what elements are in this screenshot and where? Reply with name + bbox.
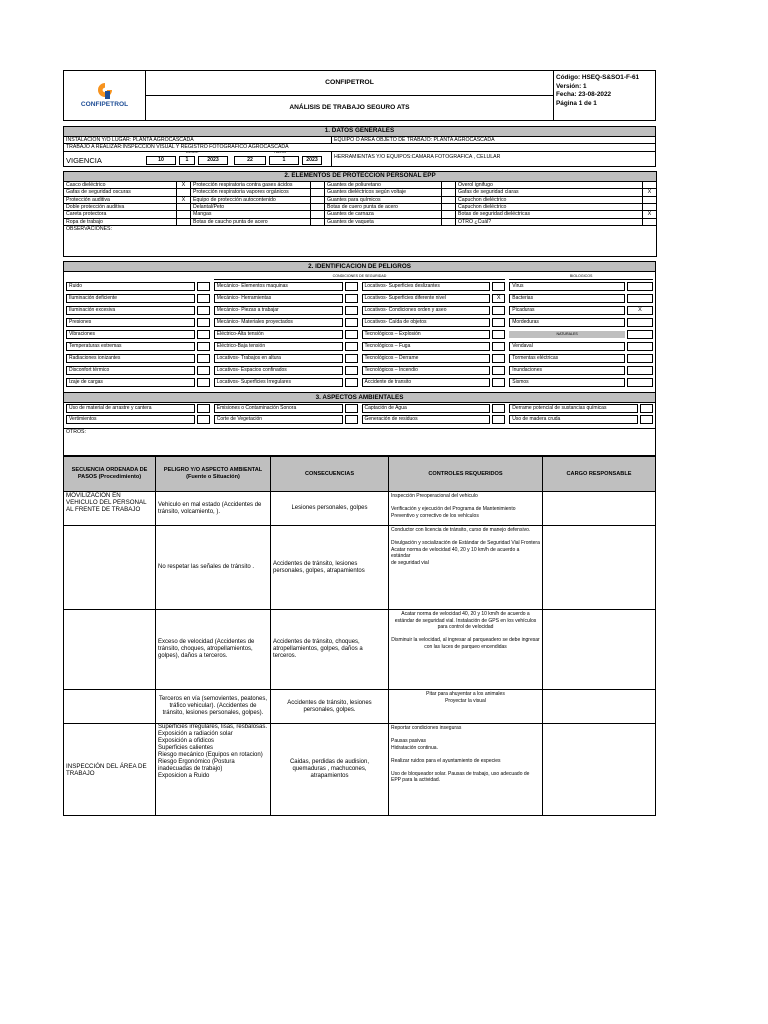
- ats-rows: [64, 492, 656, 816]
- epp-checkbox[interactable]: [311, 218, 325, 225]
- epp-checkbox[interactable]: X: [177, 181, 191, 188]
- doc-date: Fecha: 23-08-2022: [556, 91, 612, 99]
- general-data-title: 1. DATOS GENERALES: [64, 127, 656, 137]
- ats-header-responsible: CARGO RESPONSABLE: [543, 457, 656, 492]
- hazard-cell: [214, 366, 358, 375]
- environment-label: Uso de madera cruda: [509, 415, 638, 424]
- hazard-label: Tormentas eléctricas: [509, 354, 625, 363]
- hazard-label: Locativos- Superficies Irregulares: [214, 378, 343, 387]
- hazard-cell: [214, 294, 358, 303]
- to-day: 22: [234, 156, 266, 165]
- hazard-checkbox[interactable]: [197, 378, 210, 387]
- hazard-cell: [214, 330, 358, 339]
- hazard-checkbox[interactable]: [345, 282, 358, 291]
- ats-hazard: Superficies irregulares, lisas, resbalosas. Exposición a radiación solar Exposición a ofidicos Superficies calientes Riesgo mecánico (Equipos en rotacion) Riesgo Ergonómico (Postura inadecuadas de trabajo) Exposicion a Ruido: [156, 724, 271, 816]
- ats-controls: Conductor con licencia de tránsito, curso de manejo defensivo. Divulgación y socialización de Estándar de Seguridad Vial Frontera Acatar norma de velocidad 40, 20 y 10 km/h de acuerdo a estándar de seguridad vial: [389, 526, 543, 610]
- company-name: CONFIPETROL: [146, 71, 554, 96]
- epp-checkbox[interactable]: [643, 218, 657, 225]
- epp-checkbox[interactable]: [311, 204, 325, 211]
- hazard-cell: [362, 294, 506, 303]
- hazard-cell: [66, 354, 210, 363]
- ats-controls: Acatar norma de velocidad 40, 20 y 10 km/h de acuerdo a estándar de seguridad vial. Instalación de GPS en los vehículos para control de velocidad Disminuir la velocidad, al ingresar al parqueadero se debe ingresar con las luces de parqueo encendidas: [389, 610, 543, 690]
- hazard-checkbox[interactable]: [492, 342, 505, 351]
- epp-item-label: Guantes de poliuretano: [325, 181, 442, 188]
- environment-item: [509, 415, 653, 424]
- hazard-label: Iluminación excesiva: [66, 306, 195, 315]
- environment-label: Uso de material de arrastre y cantera: [66, 404, 195, 413]
- environment-item: [362, 404, 506, 413]
- hazard-checkbox[interactable]: [345, 378, 358, 387]
- from-month: 1: [179, 156, 195, 165]
- environment-checkbox[interactable]: [345, 404, 358, 413]
- hazard-label: Mordeduras: [509, 318, 625, 327]
- hazard-checkbox[interactable]: [197, 294, 210, 303]
- hazard-cell: [362, 342, 506, 351]
- environment-items: [66, 404, 653, 426]
- hazard-cell: [362, 318, 506, 327]
- hazard-row: [66, 282, 653, 291]
- hazard-row: [66, 306, 653, 315]
- environment-label: Vertimientos: [66, 415, 195, 424]
- hazard-cell: [509, 342, 653, 351]
- doc-code: Código: HSEQ-S&SO1-F-61: [556, 74, 640, 81]
- hazards-subtitles: [66, 273, 653, 279]
- epp-row: [64, 181, 657, 188]
- ats-responsible[interactable]: [543, 610, 656, 690]
- epp-checkbox[interactable]: [177, 218, 191, 225]
- hazard-cell: [509, 378, 653, 387]
- ats-consequence: Accidentes de tránsito, choques, atropellamientos, golpes, daños a terceros.: [271, 610, 389, 690]
- epp-checkbox[interactable]: [643, 204, 657, 211]
- epp-item-label: Equipo de protección autocontenido: [191, 196, 311, 203]
- ats-row: [64, 610, 656, 690]
- environment-item: [362, 415, 506, 424]
- epp-row: [64, 189, 657, 196]
- epp-row: [64, 196, 657, 203]
- epp-rows: [64, 181, 657, 225]
- epp-checkbox[interactable]: [177, 204, 191, 211]
- doc-control-cell: [554, 71, 656, 121]
- ats-header-steps: SECUENCIA ORDENADA DE PASOS (Procedimiento): [64, 457, 156, 492]
- epp-item-label: Botas de caucho punta de acero: [191, 218, 311, 225]
- hazard-checkbox[interactable]: [492, 330, 505, 339]
- epp-checkbox[interactable]: X: [177, 196, 191, 203]
- epp-checkbox[interactable]: [311, 181, 325, 188]
- epp-checkbox[interactable]: [442, 196, 456, 203]
- epp-checkbox[interactable]: [311, 196, 325, 203]
- ats-consequence: Accidentes de tránsito, lesiones personales, golpes.: [271, 690, 389, 724]
- ats-step: [64, 690, 156, 724]
- environment-checkbox[interactable]: [197, 415, 210, 424]
- hazard-label: Locativos- Trabajos en altura: [214, 354, 343, 363]
- hazard-label: Accidente de transito: [362, 378, 491, 387]
- ats-controls: Inspección Preoperacional del vehiculo Verificación y ejecución del Programa de Mantenimiento Preventivo y correctivo de los vehículos: [389, 492, 543, 526]
- hazard-checkbox[interactable]: [345, 342, 358, 351]
- environment-label: Derrame potencial de sustancias químicas: [509, 404, 638, 413]
- ats-controls: Pitar para ahuyentar a los animales Proyectar la visual: [389, 690, 543, 724]
- hazard-row: [66, 354, 653, 363]
- hazard-checkbox[interactable]: [345, 366, 358, 375]
- hazard-label: Tecnológicos – Explosión: [362, 330, 491, 339]
- epp-row: [64, 204, 657, 211]
- ats-header-hazard: PELIGRO Y/O ASPECTO AMBIENTAL (Fuente o Situación): [156, 457, 271, 492]
- hazard-cell: [214, 318, 358, 327]
- hazard-checkbox[interactable]: [627, 378, 653, 387]
- ats-row: [64, 724, 656, 816]
- hazard-checkbox[interactable]: [627, 366, 653, 375]
- epp-row: [64, 211, 657, 218]
- hazard-label: Sismos: [509, 378, 625, 387]
- epp-item-label: OTRO ¿Cuál?: [456, 218, 643, 225]
- hazard-cell: [66, 342, 210, 351]
- hazard-label: Inundaciones: [509, 366, 625, 375]
- hazard-label: Vendaval: [509, 342, 625, 351]
- epp-checkbox[interactable]: [442, 189, 456, 196]
- security-subtitle: CONDICIONES DE SEGURIDAD: [214, 273, 506, 280]
- hazard-label: Locativos- Caída de objetos: [362, 318, 491, 327]
- ats-step: INSPECCIÓN DEL ÁREA DE TRABAJO: [64, 724, 156, 816]
- ats-row: [64, 690, 656, 724]
- epp-item-label: Botas de seguridad dieléctricas: [456, 211, 643, 218]
- ats-hazard: Exceso de velocidad (Accidentes de tránsito, choques, atropellamientos, golpes), daños a terceros.: [156, 610, 271, 690]
- from-day: 10: [146, 156, 176, 165]
- environment-checkbox[interactable]: [640, 415, 653, 424]
- hazard-row: [66, 366, 653, 375]
- ats-consequence: Accidentes de tránsito, lesiones personales, golpes, atrapamientos: [271, 526, 389, 610]
- ats-controls: Reportar condiciones inseguras Pausas pasivas Hidratación continua. Realizar ruidos para el ayuntamiento de especies Uso de bloqueador solar. Pausas de trabajo, uso adecuado de EPP para la actividad.: [389, 724, 543, 816]
- hazard-checkbox[interactable]: [627, 318, 653, 327]
- hasta-label: HASTA: [274, 151, 286, 154]
- hazard-checkbox[interactable]: [492, 366, 505, 375]
- ats-consequence: Caidas, perdidas de audision, quemaduras , machucones, atrapamientos: [271, 724, 389, 816]
- hazard-cell: [509, 354, 653, 363]
- hazard-checkbox[interactable]: X: [492, 294, 505, 303]
- ats-responsible[interactable]: [543, 492, 656, 526]
- epp-item-label: Careta protectora: [64, 211, 177, 218]
- environment-label: Corte de Vegetación: [214, 415, 343, 424]
- hazard-cell: [214, 354, 358, 363]
- epp-item-label: Overol ignifugo: [456, 181, 643, 188]
- doc-page: Página 1 de 1: [556, 99, 597, 107]
- hazard-cell: [509, 366, 653, 375]
- hazard-checkbox[interactable]: [627, 342, 653, 351]
- hazard-checkbox[interactable]: X: [627, 306, 653, 315]
- ats-responsible[interactable]: [543, 690, 656, 724]
- epp-item-label: Botas de cuero punta de acero: [325, 204, 442, 211]
- environment-item: [66, 415, 210, 424]
- ats-consequence: Lesiones personales, golpes: [271, 492, 389, 526]
- hazard-label: Disconfort térmico: [66, 366, 195, 375]
- hazards-title-table: [63, 261, 656, 272]
- hazard-checkbox[interactable]: [492, 354, 505, 363]
- environment-checkbox[interactable]: [345, 415, 358, 424]
- environment-checkbox[interactable]: [197, 404, 210, 413]
- hazard-row: [66, 294, 653, 303]
- hazard-label: Temperaturas extremas: [66, 342, 195, 351]
- hazard-cell: [66, 294, 210, 303]
- hazard-label: Mecánico- Herramientas: [214, 294, 343, 303]
- hazard-checkbox[interactable]: [492, 306, 505, 315]
- environment-item: [214, 404, 358, 413]
- environment-item: [214, 415, 358, 424]
- hazard-checkbox[interactable]: [197, 366, 210, 375]
- ats-responsible[interactable]: [543, 724, 656, 816]
- to-month: 1: [269, 156, 299, 165]
- hazard-label: Presiones: [66, 318, 195, 327]
- hazard-label: Picaduras: [509, 306, 625, 315]
- epp-checkbox[interactable]: [311, 189, 325, 196]
- epp-item-label: Protección auditiva: [64, 196, 177, 203]
- hazard-label: Tecnológicos – Fuga: [362, 342, 491, 351]
- hazard-label: Locativos- Espacios confinados: [214, 366, 343, 375]
- hazard-checkbox[interactable]: [627, 354, 653, 363]
- install-field: INSTALACION Y/O LUGAR: PLANTA AGROCASCADA: [64, 137, 332, 144]
- epp-item-label: Gafas de seguridad oscuras: [64, 189, 177, 196]
- ats-header-row: [64, 457, 656, 492]
- epp-checkbox[interactable]: [311, 211, 325, 218]
- vigencia-label: VIGENCIA: [66, 156, 102, 166]
- hazard-cell: [362, 306, 506, 315]
- others-table: [63, 429, 656, 456]
- hazard-label: Locativos- Condiciones orden y aseo: [362, 306, 491, 315]
- hazard-cell: [509, 330, 653, 339]
- company-logo-icon: [95, 82, 115, 100]
- hazard-checkbox[interactable]: [345, 354, 358, 363]
- desde-label: DESDE: [186, 151, 199, 154]
- hazard-checkbox[interactable]: [197, 318, 210, 327]
- hazard-checkbox[interactable]: [627, 282, 653, 291]
- epp-checkbox[interactable]: [442, 211, 456, 218]
- epp-item-label: Mangas: [191, 211, 311, 218]
- ats-step: [64, 526, 156, 610]
- hazard-rows: [66, 282, 653, 387]
- ats-hazard: Vehiculo en mal estado (Accidentes de tránsito, volcamiento, ).: [156, 492, 271, 526]
- hazard-cell: [66, 378, 210, 387]
- ats-row: [64, 526, 656, 610]
- natural-subtitle: NATURALES: [509, 331, 625, 338]
- observations-field[interactable]: OBSERVACIONES:: [64, 226, 657, 257]
- hazard-cell: [509, 282, 653, 291]
- ats-hazard: No respetar las señales de tránsito .: [156, 526, 271, 610]
- hazard-label: Eléctrico-Alta tensión: [214, 330, 343, 339]
- hazard-cell: [362, 330, 506, 339]
- ats-header-consequence: CONSECUENCIAS: [271, 457, 389, 492]
- hazard-checkbox[interactable]: [345, 306, 358, 315]
- environment-checkbox[interactable]: [492, 404, 505, 413]
- logo-text: CONFIPETROL: [80, 101, 129, 109]
- hazard-label: Tecnológicos – Incendio: [362, 366, 491, 375]
- environment-checkbox[interactable]: [492, 415, 505, 424]
- hazard-cell: [509, 318, 653, 327]
- epp-item-label: Ropa de trabajo: [64, 218, 177, 225]
- epp-item-label: Gafas de seguridad claras: [456, 189, 643, 196]
- hazard-cell: [66, 282, 210, 291]
- hazard-cell: [214, 378, 358, 387]
- epp-item-label: Doble protección auditiva: [64, 204, 177, 211]
- epp-checkbox[interactable]: [177, 189, 191, 196]
- epp-item-label: Guantes dieléctricos según voltaje: [325, 189, 442, 196]
- hazard-checkbox[interactable]: [492, 282, 505, 291]
- epp-table: [63, 171, 657, 257]
- environment-title: 3. ASPECTOS AMBIENTALES: [64, 393, 656, 403]
- hazard-checkbox[interactable]: [345, 318, 358, 327]
- ats-hazard: Terceros en vía (semovientes, peatones, tráfico vehicular). (Accidentes de tránsito, lesiones personales, golpes).: [156, 690, 271, 724]
- epp-item-label: Guantes para químicos: [325, 196, 442, 203]
- hazard-checkbox[interactable]: [492, 318, 505, 327]
- epp-item-label: Guantes de carnaza: [325, 211, 442, 218]
- hazard-label: Bacterias: [509, 294, 625, 303]
- hazard-checkbox[interactable]: [197, 282, 210, 291]
- environment-grid: [63, 403, 656, 429]
- hazard-checkbox[interactable]: [345, 294, 358, 303]
- hazard-label: Tecnológicos – Derrame: [362, 354, 491, 363]
- epp-checkbox[interactable]: [442, 204, 456, 211]
- ats-step: [64, 610, 156, 690]
- work-field: TRABAJO A REALIZAR:INSPECCIÓN VISUAL Y REGISTRO FOTOGRAFICO AGROCASCADA: [64, 144, 656, 151]
- hazard-label: Mecánico- Piezas a trabajar: [214, 306, 343, 315]
- epp-item-label: Guantes de vaqueta: [325, 218, 442, 225]
- hazard-cell: [66, 366, 210, 375]
- hazard-cell: [362, 282, 506, 291]
- hazard-cell: [214, 282, 358, 291]
- hazard-label: Locativos- Superficies diferente nivel: [362, 294, 491, 303]
- environment-item: [509, 404, 653, 413]
- environment-label: Captación de Agua: [362, 404, 491, 413]
- epp-item-label: Casco dieléctrico: [64, 181, 177, 188]
- epp-checkbox[interactable]: [643, 196, 657, 203]
- doc-title: ANÁLISIS DE TRABAJO SEGURO ATS: [146, 96, 554, 121]
- hazard-checkbox[interactable]: [627, 330, 653, 339]
- hazard-checkbox[interactable]: [197, 306, 210, 315]
- epp-item-label: Protección respiratoria contra gases ácidos: [191, 181, 311, 188]
- epp-checkbox[interactable]: [643, 181, 657, 188]
- others-field[interactable]: OTROS:: [64, 429, 656, 456]
- epp-checkbox[interactable]: X: [643, 189, 657, 196]
- epp-title: 2. ELEMENTOS DE PROTECCION PERSONAL EPP: [64, 171, 657, 181]
- bio-subtitle: BIOLOGICOS: [509, 273, 653, 280]
- hazard-row: [66, 378, 653, 387]
- environment-label: Emisiones o Contaminación Sonora: [214, 404, 343, 413]
- epp-item-label: Protección respiratoria vapores orgánicos: [191, 189, 311, 196]
- document-header: [63, 70, 656, 121]
- hazard-cell: [509, 306, 653, 315]
- epp-row: [64, 218, 657, 225]
- hazard-checkbox[interactable]: [197, 342, 210, 351]
- hazard-row: [66, 330, 653, 339]
- hazard-checkbox[interactable]: [627, 294, 653, 303]
- ats-step: MOVILIZACION EN VEHICULO DEL PERSONAL AL FRENTE DE TRABAJO: [64, 492, 156, 526]
- tools-field: HERRAMIENTAS Y/O EQUIPOS:CAMARA FOTOGRAFICA , CELULAR: [332, 151, 656, 166]
- hazard-cell: [66, 330, 210, 339]
- epp-checkbox[interactable]: X: [643, 211, 657, 218]
- hazard-cell: [362, 366, 506, 375]
- hazard-label: Izaje de cargas: [66, 378, 195, 387]
- hazard-cell: [66, 318, 210, 327]
- ats-row: [64, 492, 656, 526]
- from-year: 2023: [198, 156, 228, 165]
- epp-checkbox[interactable]: [442, 218, 456, 225]
- hazard-label: Radiaciones ionizantes: [66, 354, 195, 363]
- hazard-cell: [214, 342, 358, 351]
- epp-item-label: Delantal/Peto: [191, 204, 311, 211]
- hazard-cell: [66, 306, 210, 315]
- doc-version: Versión: 1: [556, 82, 587, 90]
- hazard-row: [66, 318, 653, 327]
- epp-item-label: Capuchon dieléctrico: [456, 204, 643, 211]
- epp-checkbox[interactable]: [177, 211, 191, 218]
- environment-label: Generación de residuos: [362, 415, 491, 424]
- vigencia-cell: [64, 151, 332, 166]
- hazard-checkbox[interactable]: [345, 330, 358, 339]
- hazard-cell: [509, 294, 653, 303]
- hazard-label: Virus: [509, 282, 625, 291]
- hazard-row: [66, 342, 653, 351]
- hazard-cell: [214, 306, 358, 315]
- ats-table: [63, 456, 656, 816]
- hazard-checkbox[interactable]: [197, 354, 210, 363]
- hazard-checkbox[interactable]: [492, 378, 505, 387]
- hazard-label: Mecánico- Materiales proyectados: [214, 318, 343, 327]
- logo-cell: [64, 71, 146, 121]
- general-data-table: [63, 126, 656, 167]
- hazard-label: Mecánico- Elementos maquinas: [214, 282, 343, 291]
- hazard-label: Locativos- Superficies deslizantes: [362, 282, 491, 291]
- hazard-label: Eléctrico-Baja tensión: [214, 342, 343, 351]
- epp-item-label: Capuchon dieléctrico: [456, 196, 643, 203]
- hazard-label: Iluminación deficiente: [66, 294, 195, 303]
- environment-item: [66, 404, 210, 413]
- hazard-cell: [362, 354, 506, 363]
- hazard-checkbox[interactable]: [197, 330, 210, 339]
- ats-responsible[interactable]: [543, 526, 656, 610]
- epp-checkbox[interactable]: [442, 181, 456, 188]
- to-year: 2023: [302, 156, 322, 165]
- hazard-cell: [362, 378, 506, 387]
- environment-title-table: [63, 393, 656, 403]
- ats-header-controls: CONTROLES REQUERIDOS: [389, 457, 543, 492]
- hazard-label: Ruido: [66, 282, 195, 291]
- environment-checkbox[interactable]: [640, 404, 653, 413]
- hazards-grid: [63, 272, 656, 393]
- ats-document: [63, 70, 656, 816]
- hazards-title: 2. IDENTIFICACION DE PELIGROS: [64, 262, 656, 272]
- hazard-label: Vibraciones: [66, 330, 195, 339]
- equipment-field: EQUIPO O AREA OBJETO DE TRABAJO: PLANTA AGROCASCADA: [332, 137, 656, 144]
